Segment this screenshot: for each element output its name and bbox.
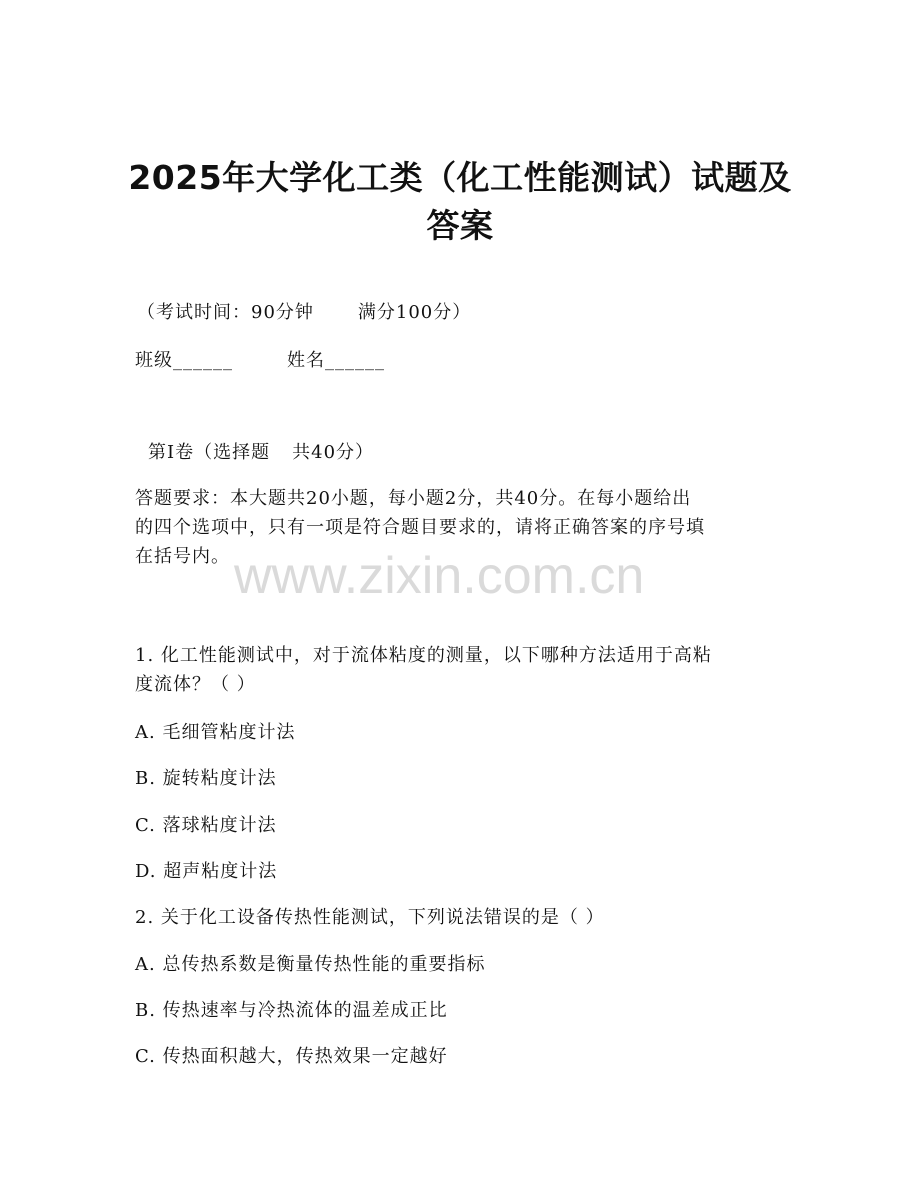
section-heading <box>148 438 808 468</box>
instruction-line: 在括号内。 <box>135 546 230 567</box>
question-2-option-a: A. 总传热系数是衡量传热性能的重要指标 <box>135 954 486 975</box>
section-heading-part-2: 共40分） <box>292 442 375 463</box>
student-info <box>135 346 795 376</box>
section-heading-part-1: 第Ⅰ卷（选择题 <box>148 442 271 463</box>
watermark: www.zixin.com.cn <box>234 547 645 605</box>
instruction-line: 的四个选项中，只有一项是符合题目要求的，请将正确答案的序号填 <box>135 517 705 538</box>
question-1-option-a: A. 毛细管粘度计法 <box>135 722 296 743</box>
exam-full-score: 满分100分） <box>357 302 472 323</box>
document-title-line-2: 答案 <box>426 206 494 245</box>
question-1-option-d: D. 超声粘度计法 <box>135 861 278 882</box>
question-stem-line: 1. 化工性能测试中，对于流体粘度的测量，以下哪种方法适用于高粘 <box>135 645 712 666</box>
question-1-option-c: C. 落球粘度计法 <box>135 815 277 836</box>
instruction-line: 答题要求：本大题共20小题，每小题2分，共40分。在每小题给出 <box>135 488 692 509</box>
question-1-stem <box>135 641 785 699</box>
question-1-option-b: B. 旋转粘度计法 <box>135 768 277 789</box>
document-title-line-1: 2025年大学化工类（化工性能测试）试题及 <box>128 158 792 197</box>
exam-time: （考试时间：90分钟 <box>137 302 314 323</box>
exam-info <box>137 298 797 328</box>
question-2-option-b: B. 传热速率与冷热流体的温差成正比 <box>135 1000 448 1021</box>
question-2-option-c: C. 传热面积越大，传热效果一定越好 <box>135 1046 448 1067</box>
question-stem-line: 度流体？（ ） <box>135 674 256 695</box>
class-field-label: 班级______ <box>135 350 233 371</box>
name-field-label: 姓名______ <box>287 350 385 371</box>
question-2-stem: 2. 关于化工设备传热性能测试，下列说法错误的是（ ） <box>135 907 605 928</box>
